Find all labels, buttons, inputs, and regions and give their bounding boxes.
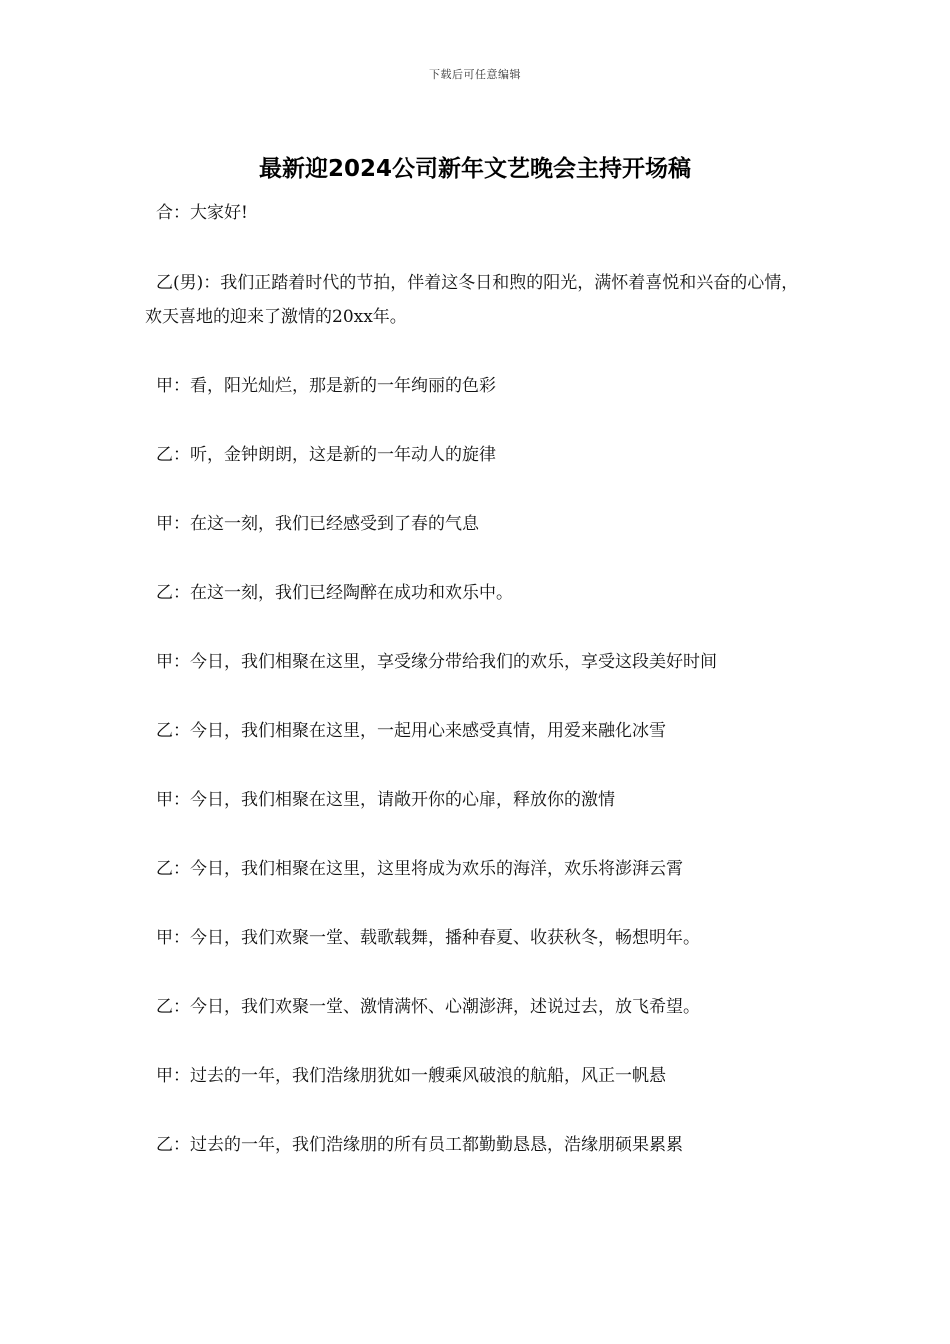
document-body [145, 196, 810, 1197]
paragraph: 乙：今日，我们欢聚一堂、激情满怀、心潮澎湃，述说过去，放飞希望。 [156, 997, 700, 1017]
paragraph: 甲：过去的一年，我们浩缘朋犹如一艘乘风破浪的航船，风正一帆悬 [156, 1066, 666, 1086]
paragraph: 甲：今日，我们欢聚一堂、载歌载舞，播种春夏、收获秋冬，畅想明年。 [156, 928, 700, 948]
document-title: 最新迎2024公司新年文艺晚会主持开场稿 [258, 156, 691, 182]
paragraph: 乙：听，金钟朗朗，这是新的一年动人的旋律 [156, 445, 496, 465]
paragraph: 乙：今日，我们相聚在这里，这里将成为欢乐的海洋，欢乐将澎湃云霄 [156, 859, 683, 879]
header-note: 下载后可任意编辑 [429, 68, 521, 81]
paragraph: 甲：今日，我们相聚在这里，享受缘分带给我们的欢乐，享受这段美好时间 [156, 652, 717, 672]
paragraph: 乙：在这一刻，我们已经陶醉在成功和欢乐中。 [156, 583, 513, 603]
paragraph-greeting: 合：大家好! [156, 203, 248, 223]
paragraph: 乙：今日，我们相聚在这里，一起用心来感受真情，用爱来融化冰雪 [156, 721, 666, 741]
paragraph: 乙：过去的一年，我们浩缘朋的所有员工都勤勤恳恳，浩缘朋硕果累累 [156, 1135, 683, 1155]
paragraph: 乙(男)：我们正踏着时代的节拍，伴着这冬日和煦的阳光，满怀着喜悦和兴奋的心情，欢天喜地的迎来了激情的20xx年。 [145, 273, 799, 327]
paragraph: 甲：在这一刻，我们已经感受到了春的气息 [156, 514, 479, 534]
paragraph: 甲：今日，我们相聚在这里，请敞开你的心扉，释放你的激情 [156, 790, 615, 810]
paragraph: 甲：看，阳光灿烂，那是新的一年绚丽的色彩 [156, 376, 496, 396]
